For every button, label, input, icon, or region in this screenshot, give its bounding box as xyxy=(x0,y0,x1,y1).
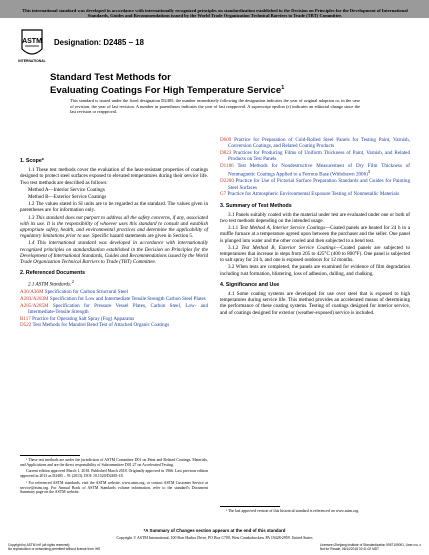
ref-item[interactable] xyxy=(20,303,208,315)
scope-p4: 1.4 This international standard was developed in accordance with internationally recognized principles on standardization established in the Decision on Principles for the Development of International Standards, Guides and Recommendations issued by the World Trade Organization Technical Barriers to Trade (TBT) Committee. xyxy=(20,240,208,266)
license-left-1: Copyright by ASTM Int'l (all rights reserved); xyxy=(8,543,71,547)
ref-text[interactable]: Practice for Preparation of Cold-Rolled Steel Panels for Testing Paint, Varnish, Conversion Coatings, and Related Coating Products xyxy=(228,137,410,150)
ref-text[interactable]: Test Methods for Nondestructive Measurement of Dry Film Thickness of Nonmagnetic Coatings Applied to a Ferrous Base (Withdrawn 2006) xyxy=(228,162,410,178)
page-title xyxy=(50,72,390,96)
designation: Designation: D2485 − 18 xyxy=(54,38,144,47)
logo-caption: INTERNATIONAL xyxy=(18,59,46,63)
summary-p3 xyxy=(220,245,410,264)
ref-code[interactable]: D1186 xyxy=(220,162,234,169)
ref-item[interactable] xyxy=(220,178,410,190)
summary-p2 xyxy=(220,225,410,244)
ref-code[interactable]: B117 xyxy=(20,315,31,322)
title-line-2-text: Evaluating Coatings For High Temperature Service xyxy=(50,85,282,97)
copyright-line: Copyright © ASTM International, 100 Barr Harbor Drive, PO Box C700, West Conshohocken, PA 19428-2959. United States xyxy=(116,536,313,540)
ref-text[interactable]: Practices for Producing Films of Uniform Thickness of Paint, Varnish, and Related Products on Test Panels xyxy=(228,149,410,163)
title-line-2 xyxy=(50,83,390,96)
ref-text[interactable]: Specification for Pressure Vessel Plates, Carbon Steel, Low- and Intermediate-Tensile Strength xyxy=(28,302,208,315)
withdrawn-mark: 3 xyxy=(367,169,370,175)
method-a: Method A—Interior Service Coatings xyxy=(28,186,105,193)
header-notice: This international standard was developed in accordance with internationally recognized principles on standardization established in the Decision on Principles for the Development of International Standards, Guides and Recommendations issued by the World Trade Organization Technical Barriers to Trade (TBT) Committee. xyxy=(22,8,408,19)
left-column xyxy=(20,153,208,329)
ref-item[interactable] xyxy=(220,150,410,162)
scope-p2: 1.2 The values stated in SI units are to be regarded as the standard. The values given in parentheses are for information only. xyxy=(20,201,208,214)
ref-text[interactable]: Test Methods for Mandrel Bend Test of Attached Organic Coatings xyxy=(31,322,170,329)
ref-text[interactable]: Practice for Atmospheric Environmental Exposure Testing of Nonmetallic Materials xyxy=(226,191,400,198)
ref-item[interactable] xyxy=(20,289,208,295)
ref-text[interactable]: Practice for Use of Pictorial Surface Preparation Standards and Guides for Painting Steel Surfaces xyxy=(228,178,410,191)
summary-p3-lead: 3.1.2 xyxy=(228,244,242,251)
issuance-note: This standard is issued under the fixed designation D2485; the number immediately following the designation indicates the year of original adoption or, in the case of revision, the year of last revision. A number in parentheses indicates the year of last reapproval. A superscript epsilon (ε) indicates an editorial change since the last revision or reapproval. xyxy=(70,98,360,114)
scope-p3-tail: Specific hazard statements are given in Section 5. xyxy=(90,233,194,240)
license-right-1: Licensee=Zhejiang Institute of Standardization 5957109001, User=xu, z xyxy=(319,543,421,547)
footnote-1b: Current edition approved March 1, 2018. Published March 2018. Originally approved in 1966. Last previous edition approved in 2013 as D2485 – 91 (2013). DOI: 10.1520/D2485-18. xyxy=(20,469,208,479)
summary-heading: 3. Summary of Test Methods xyxy=(220,202,292,209)
license-left-2: No reproduction or networking permitted without license from IHS xyxy=(8,546,101,551)
ref-item[interactable] xyxy=(20,316,208,322)
astm-standards-sub xyxy=(20,279,208,288)
summary-p4: 3.2 When tests are completed, the panels are examined for evidence of film degradation including rust formation, blistering, loss of adhesion, dulling, and chalking. xyxy=(220,264,410,277)
summary-p1: 3.1 Panels suitably coated with the material under test are evaluated under one or both of two test methods depending on the intended usage. xyxy=(220,211,410,224)
footnote-3: ³ The last approved version of this historical standard is referenced on www.astm.org. xyxy=(226,509,360,513)
method-b: Method B—Exterior Service Coatings xyxy=(28,194,107,201)
title-footnote-mark: 1 xyxy=(281,85,285,91)
ref-code[interactable]: A283/A283M xyxy=(20,296,49,303)
summary-p3-text: —Coated panels are subjected to temperatures that increase in steps from 205 to 425°C (400 to 800°F). One panel is subjected to salt spray for 24 h, and one is exposed outdoors for 12 months. xyxy=(220,244,410,264)
summary-p3-italic: Test Method B, Exterior Service Coatings xyxy=(241,244,336,251)
scope-p3-italic: 1.3 This standard does not purport to address all the safety concerns, if any, associated with its use. It is the responsibility of whoever uses this standard to consult and establish appropriate safety, health, and environmental practices and determine the applicability of regulatory limitations prior to use. xyxy=(20,214,208,240)
right-column xyxy=(220,137,410,317)
svg-text:ASTM: ASTM xyxy=(22,38,42,45)
footnote-divider-right xyxy=(220,506,280,507)
ref-code[interactable]: D2200 xyxy=(220,178,234,185)
ref-code[interactable]: D609 xyxy=(220,137,232,143)
footnotes-left xyxy=(20,458,208,497)
ref-text[interactable]: Practice for Operating Salt Spray (Fog) Apparatus xyxy=(30,315,135,322)
footnote-1: ¹ These test methods are under the jurisdiction of ASTM Committee D01 on Paint and Related Coatings, Materials, and Applications and are the direct responsibility of Subcommittee D01.27 on Accelerated Testing. xyxy=(20,458,208,467)
license-footer xyxy=(8,544,421,552)
footnote-2: ² For referenced ASTM standards, visit the ASTM website, www.astm.org, or contact ASTM Customer Service at service@astm.org. For Annual Book of ASTM Standards volume information, refer to the standard's Document Summary page on the ASTM website. xyxy=(20,480,208,495)
astm-standards-label: 2.1 ASTM Standards: xyxy=(28,282,72,289)
ref-code[interactable]: A36/A36M xyxy=(20,289,44,296)
ref-code[interactable]: D522 xyxy=(20,322,32,329)
ref-item[interactable] xyxy=(220,191,410,197)
ref-code[interactable]: A285/A285M xyxy=(20,302,49,309)
summary-of-changes-note: *A Summary of Changes section appears at the end of this standard xyxy=(143,528,286,533)
ref-code[interactable]: D823 xyxy=(220,149,232,156)
ref-text[interactable]: Specification for Low and Intermediate Tensile Strength Carbon Steel Plates xyxy=(48,296,206,303)
scope-p3 xyxy=(20,215,208,240)
summary-p2-lead: 3.1.1 xyxy=(228,225,240,232)
ref-item[interactable] xyxy=(220,163,410,178)
scope-p1: 1.1 These test methods cover the evaluation of the heat-resistant properties of coatings designed to protect steel surfaces exposed to elevated temperatures during their service life. Two test methods are described as follows: xyxy=(20,167,208,186)
scope-heading: 1. Scope* xyxy=(20,158,44,164)
astm-logo-icon xyxy=(20,29,44,59)
ref-item[interactable] xyxy=(220,137,410,149)
ref-code[interactable]: G7 xyxy=(220,191,227,198)
significance-heading: 4. Significance and Use xyxy=(220,281,280,288)
summary-p2-text: —Coated panels are heated for 24 h in a muffle furnace at a temperature agreed upon between the purchaser and the seller. One panel is plunged into water and the other cooled and then subjected to a bend test. xyxy=(220,225,410,244)
referenced-heading: 2. Referenced Documents xyxy=(20,270,86,277)
ref-item[interactable] xyxy=(20,296,208,302)
ref-item[interactable] xyxy=(20,322,208,328)
ref-text[interactable]: Specification for Carbon Structural Steel xyxy=(43,289,128,296)
license-right xyxy=(320,544,421,552)
license-right-2: Not for Resale, 06/14/2018 02:41:02 MDT xyxy=(319,546,379,551)
footnotes-right xyxy=(220,509,410,514)
license-left xyxy=(8,544,100,552)
astm-standards-mark: 2 xyxy=(71,279,74,285)
summary-p2-italic: Test Method A, Interior Service Coatings xyxy=(239,225,326,232)
title-line-1: Standard Test Methods for xyxy=(50,72,171,83)
significance-p1: 4.1 Some coating systems are developed for use over steel that is exposed to high temperatures during service life. This method provides an accelerated means of determining the performance of these coating systems. Testing of coatings designed for interior service, and of coatings designed for exterior (weather-exposed) service is included. xyxy=(220,290,410,316)
footnote-divider-left xyxy=(20,455,80,456)
